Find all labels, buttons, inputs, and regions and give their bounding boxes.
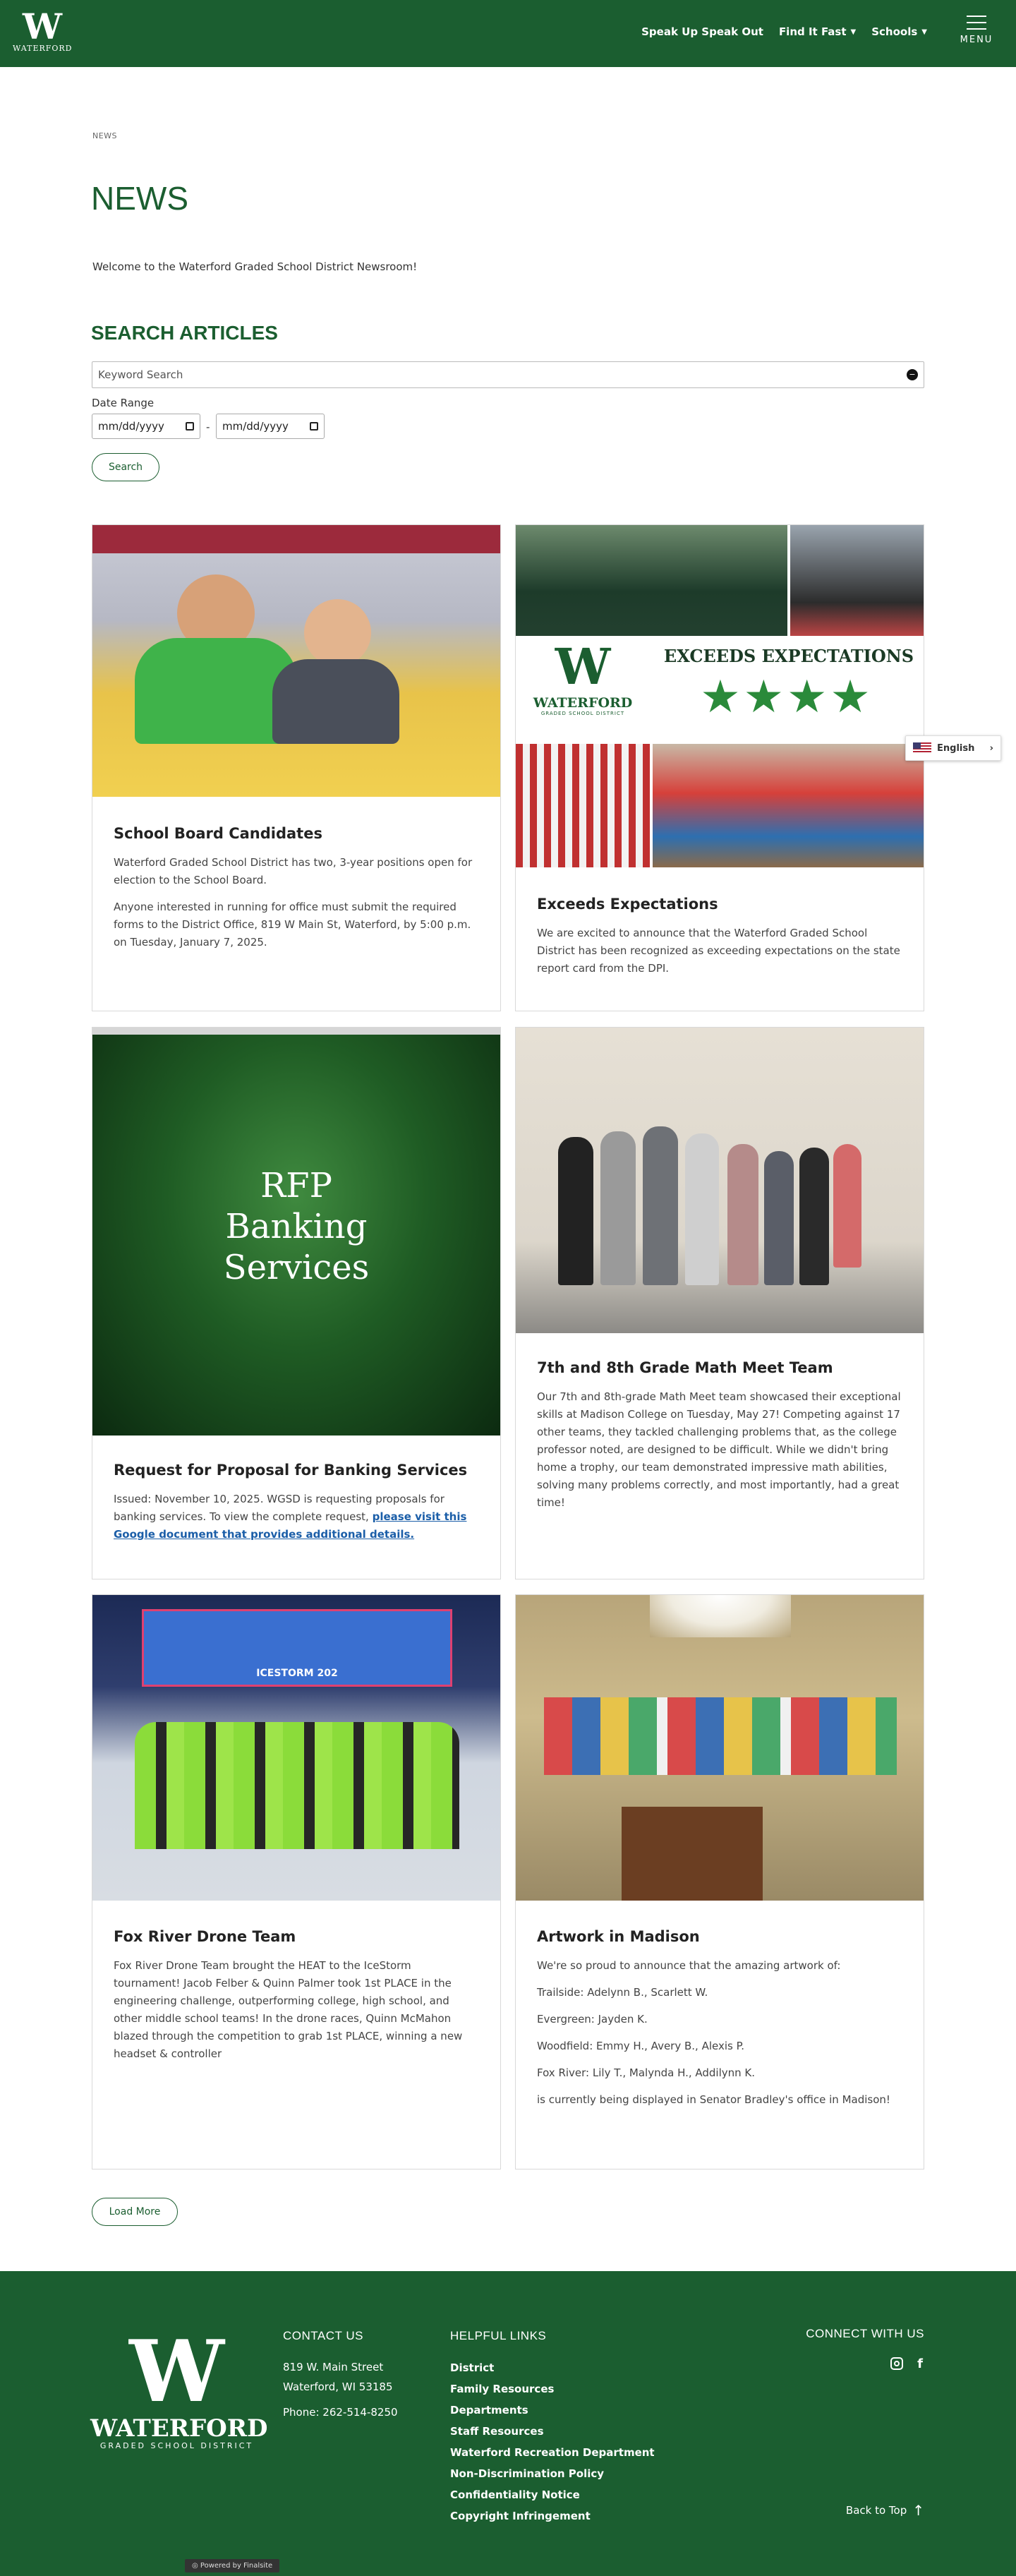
keyword-search-input[interactable] bbox=[92, 361, 924, 388]
star-icons: ★★★★ bbox=[700, 671, 873, 723]
student-figure bbox=[643, 1126, 678, 1285]
card-paragraph: is currently being displayed in Senator Bradley's office in Madison! bbox=[537, 2093, 890, 2106]
card-body bbox=[537, 1388, 902, 1521]
address-line: Waterford, WI 53185 bbox=[283, 2381, 393, 2393]
back-to-top-label: Back to Top bbox=[845, 2504, 907, 2517]
footer-logo-sub: GRADED SCHOOL DISTRICT bbox=[99, 2441, 254, 2450]
welcome-text: Welcome to the Waterford Graded School District Newsroom! bbox=[92, 260, 418, 273]
helpful-links bbox=[450, 2357, 655, 2527]
scoreboard-screen bbox=[142, 1609, 452, 1687]
card-title[interactable]: Request for Proposal for Banking Services bbox=[114, 1462, 468, 1479]
costume-photo bbox=[516, 744, 650, 867]
back-to-top-link[interactable] bbox=[846, 2502, 924, 2519]
card-paragraph: Woodfield: Emmy H., Avery B., Alexis P. bbox=[537, 2040, 745, 2052]
load-more-button[interactable]: Load More bbox=[92, 2198, 178, 2226]
footer-link-departments[interactable]: Departments bbox=[450, 2404, 528, 2416]
card-body bbox=[114, 1957, 479, 2072]
card-paragraph: We are excited to announce that the Waterford Graded School District has been recognized as exceeding expectations on the state report card from the DPI. bbox=[537, 927, 900, 975]
student-figure bbox=[685, 1133, 719, 1285]
search-button[interactable]: Search bbox=[92, 453, 159, 481]
date-range-label: Date Range bbox=[92, 397, 155, 409]
calendar-icon bbox=[310, 422, 318, 431]
nav-schools[interactable] bbox=[871, 25, 927, 38]
rfp-line: RFP bbox=[260, 1166, 332, 1205]
nav-label: Find It Fast bbox=[778, 25, 847, 38]
date-to-value: mm/dd/yyyy bbox=[222, 420, 289, 433]
card-paragraph: Fox River Drone Team brought the HEAT to the IceStorm tournament! Jacob Felber & Quinn Palmer took 1st PLACE in the engineering challenge, outperforming college, high school, and other middle school teams! In the drone races, Quinn McMahon blazed through the competition to grab 1st PLACE, winning a new headset & controller bbox=[114, 1959, 463, 2060]
child-shirt bbox=[272, 659, 399, 744]
footer-link-confidentiality[interactable]: Confidentiality Notice bbox=[450, 2488, 580, 2501]
classroom-photo bbox=[653, 744, 924, 867]
breadcrumb[interactable]: NEWS bbox=[92, 131, 118, 140]
team-photo bbox=[516, 525, 787, 636]
instagram-icon[interactable] bbox=[890, 2357, 903, 2370]
connect-heading: CONNECT WITH US bbox=[806, 2327, 924, 2340]
card-image[interactable] bbox=[92, 1595, 500, 1901]
arrow-up-icon: ↑ bbox=[912, 2502, 924, 2519]
nav-label: Speak Up Speak Out bbox=[641, 25, 763, 38]
google-doc-link[interactable]: please visit this Google document that provides additional details. bbox=[114, 1510, 467, 1541]
card-image[interactable] bbox=[516, 1595, 924, 1901]
exceeds-graphic bbox=[653, 639, 924, 741]
student-figure bbox=[799, 1148, 829, 1285]
news-card[interactable] bbox=[92, 1594, 501, 2169]
artwork-display bbox=[544, 1697, 897, 1775]
logo-letter: W bbox=[22, 6, 63, 47]
news-card[interactable] bbox=[92, 1027, 501, 1579]
math-team-group bbox=[558, 1123, 847, 1289]
date-separator: - bbox=[206, 421, 210, 433]
news-card[interactable] bbox=[515, 524, 924, 1011]
ceiling-light bbox=[650, 1595, 791, 1637]
rfp-line: Banking bbox=[225, 1207, 368, 1246]
social-links bbox=[890, 2357, 923, 2371]
logo-text: WATERFORD bbox=[13, 44, 73, 53]
image-logo-sub: GRADED SCHOOL DISTRICT bbox=[540, 711, 625, 716]
powered-by-text: Powered by Finalsite bbox=[200, 2562, 273, 2570]
drone-team-group bbox=[135, 1722, 459, 1849]
footer-link-staff-resources[interactable]: Staff Resources bbox=[450, 2425, 544, 2438]
card-body bbox=[537, 1957, 902, 2118]
contact-info bbox=[283, 2357, 398, 2422]
child-face bbox=[304, 599, 371, 666]
image-logo-text: WATERFORD bbox=[533, 695, 633, 711]
wall-banner bbox=[92, 525, 500, 553]
date-to-input[interactable] bbox=[216, 414, 325, 439]
news-card[interactable] bbox=[515, 1594, 924, 2169]
card-title[interactable]: 7th and 8th Grade Math Meet Team bbox=[537, 1359, 833, 1376]
wooden-cabinet bbox=[622, 1807, 763, 1901]
site-header bbox=[0, 0, 1016, 67]
student-figure bbox=[558, 1137, 593, 1285]
rfp-line: Services bbox=[223, 1248, 370, 1287]
card-title[interactable]: School Board Candidates bbox=[114, 825, 322, 842]
card-paragraph: Fox River: Lily T., Malynda H., Addilynn K. bbox=[537, 2066, 756, 2079]
hamburger-icon bbox=[958, 16, 995, 30]
student-figure bbox=[833, 1144, 861, 1268]
caret-down-icon: ▼ bbox=[921, 28, 927, 36]
caret-down-icon: ▼ bbox=[850, 28, 857, 36]
language-selector[interactable] bbox=[905, 735, 1001, 761]
card-title[interactable]: Artwork in Madison bbox=[537, 1928, 700, 1945]
calendar-icon bbox=[186, 422, 194, 431]
news-card[interactable] bbox=[92, 524, 501, 1011]
district-logo-letter: W bbox=[555, 637, 611, 696]
card-image[interactable] bbox=[92, 1028, 500, 1436]
globe-icon: ◎ bbox=[192, 2562, 198, 2570]
language-label: English bbox=[937, 742, 975, 754]
students-photo bbox=[790, 525, 924, 636]
footer-link-non-discrimination[interactable]: Non-Discrimination Policy bbox=[450, 2467, 605, 2480]
top-nav bbox=[641, 25, 927, 38]
address-line: 819 W. Main Street bbox=[283, 2361, 384, 2373]
card-paragraph: Waterford Graded School District has two, 3-year positions open for election to the School Board. bbox=[114, 856, 473, 886]
page-title: NEWS bbox=[91, 180, 188, 217]
powered-by-badge[interactable] bbox=[185, 2559, 279, 2572]
nav-speak-up[interactable] bbox=[641, 25, 763, 38]
footer-link-district[interactable]: District bbox=[450, 2361, 495, 2374]
us-flag-icon bbox=[913, 742, 931, 754]
card-paragraph bbox=[114, 1491, 479, 1543]
site-logo[interactable] bbox=[13, 6, 73, 56]
card-title[interactable]: Fox River Drone Team bbox=[114, 1928, 296, 1945]
exceeds-caption: EXCEEDS EXPECTATIONS bbox=[663, 646, 914, 666]
card-paragraph: Trailside: Adelynn B., Scarlett W. bbox=[537, 1986, 708, 1999]
scoreboard-text: ICESTORM 202 bbox=[256, 1668, 338, 1679]
student-figure bbox=[764, 1151, 794, 1285]
card-body bbox=[114, 1491, 479, 1553]
nav-find-it-fast[interactable] bbox=[779, 25, 856, 38]
nav-label: Schools bbox=[871, 25, 918, 38]
card-title[interactable]: Exceeds Expectations bbox=[537, 896, 718, 913]
search-heading: SEARCH ARTICLES bbox=[91, 322, 278, 344]
card-paragraph: Evergreen: Jayden K. bbox=[537, 2013, 648, 2026]
keyword-placeholder: Keyword Search bbox=[98, 368, 183, 381]
card-paragraph: Our 7th and 8th-grade Math Meet team showcased their exceptional skills at Madison College on Tuesday, May 27! Competing against 17 other teams, they tackled challenging problems that, as the college professor noted, are designed to be difficult. While we didn't bring home a trophy, our team demonstrated impressive math abilities, solving many problems correctly, and most importantly, had a great time! bbox=[537, 1390, 901, 1509]
rfp-intro: Issued: November 10, 2025. WGSD is requesting proposals for banking services. To view the complete request, bbox=[114, 1493, 445, 1523]
footer-logo-letter: W bbox=[129, 2322, 224, 2421]
footer-link-recreation[interactable]: Waterford Recreation Department bbox=[450, 2446, 655, 2459]
student-figure bbox=[600, 1131, 636, 1285]
footer-link-copyright[interactable]: Copyright Infringement bbox=[450, 2510, 591, 2522]
facebook-icon[interactable]: f bbox=[917, 2357, 923, 2371]
date-from-input[interactable] bbox=[92, 414, 200, 439]
rfp-image-text bbox=[92, 1165, 500, 1288]
card-paragraph: We're so proud to announce that the amazing artwork of: bbox=[537, 1959, 841, 1972]
site-footer bbox=[0, 2271, 1016, 2576]
date-from-value: mm/dd/yyyy bbox=[98, 420, 164, 433]
phone-number[interactable]: Phone: 262-514-8250 bbox=[283, 2406, 398, 2419]
footer-link-family-resources[interactable]: Family Resources bbox=[450, 2383, 555, 2395]
menu-label: MENU bbox=[960, 35, 993, 45]
card-paragraph: Anyone interested in running for office must submit the required forms to the District Office, 819 W Main St, Waterford, by 5:00 p.m. on Tuesday, January 7, 2025. bbox=[114, 901, 471, 949]
helpful-links-heading: HELPFUL LINKS bbox=[450, 2329, 547, 2342]
card-image[interactable] bbox=[92, 525, 500, 797]
card-image[interactable] bbox=[516, 525, 924, 867]
footer-logo-name: WATERFORD bbox=[90, 2414, 268, 2443]
menu-button[interactable] bbox=[958, 16, 995, 45]
card-image[interactable] bbox=[516, 1028, 924, 1333]
clear-icon[interactable]: − bbox=[907, 369, 918, 380]
footer-logo[interactable] bbox=[90, 2322, 268, 2450]
district-logo bbox=[516, 639, 650, 741]
contact-heading: CONTACT US bbox=[283, 2329, 363, 2342]
card-body bbox=[114, 854, 479, 961]
card-body bbox=[537, 925, 902, 987]
news-card[interactable] bbox=[515, 1027, 924, 1579]
chevron-right-icon: › bbox=[989, 742, 993, 754]
student-figure bbox=[727, 1144, 758, 1285]
